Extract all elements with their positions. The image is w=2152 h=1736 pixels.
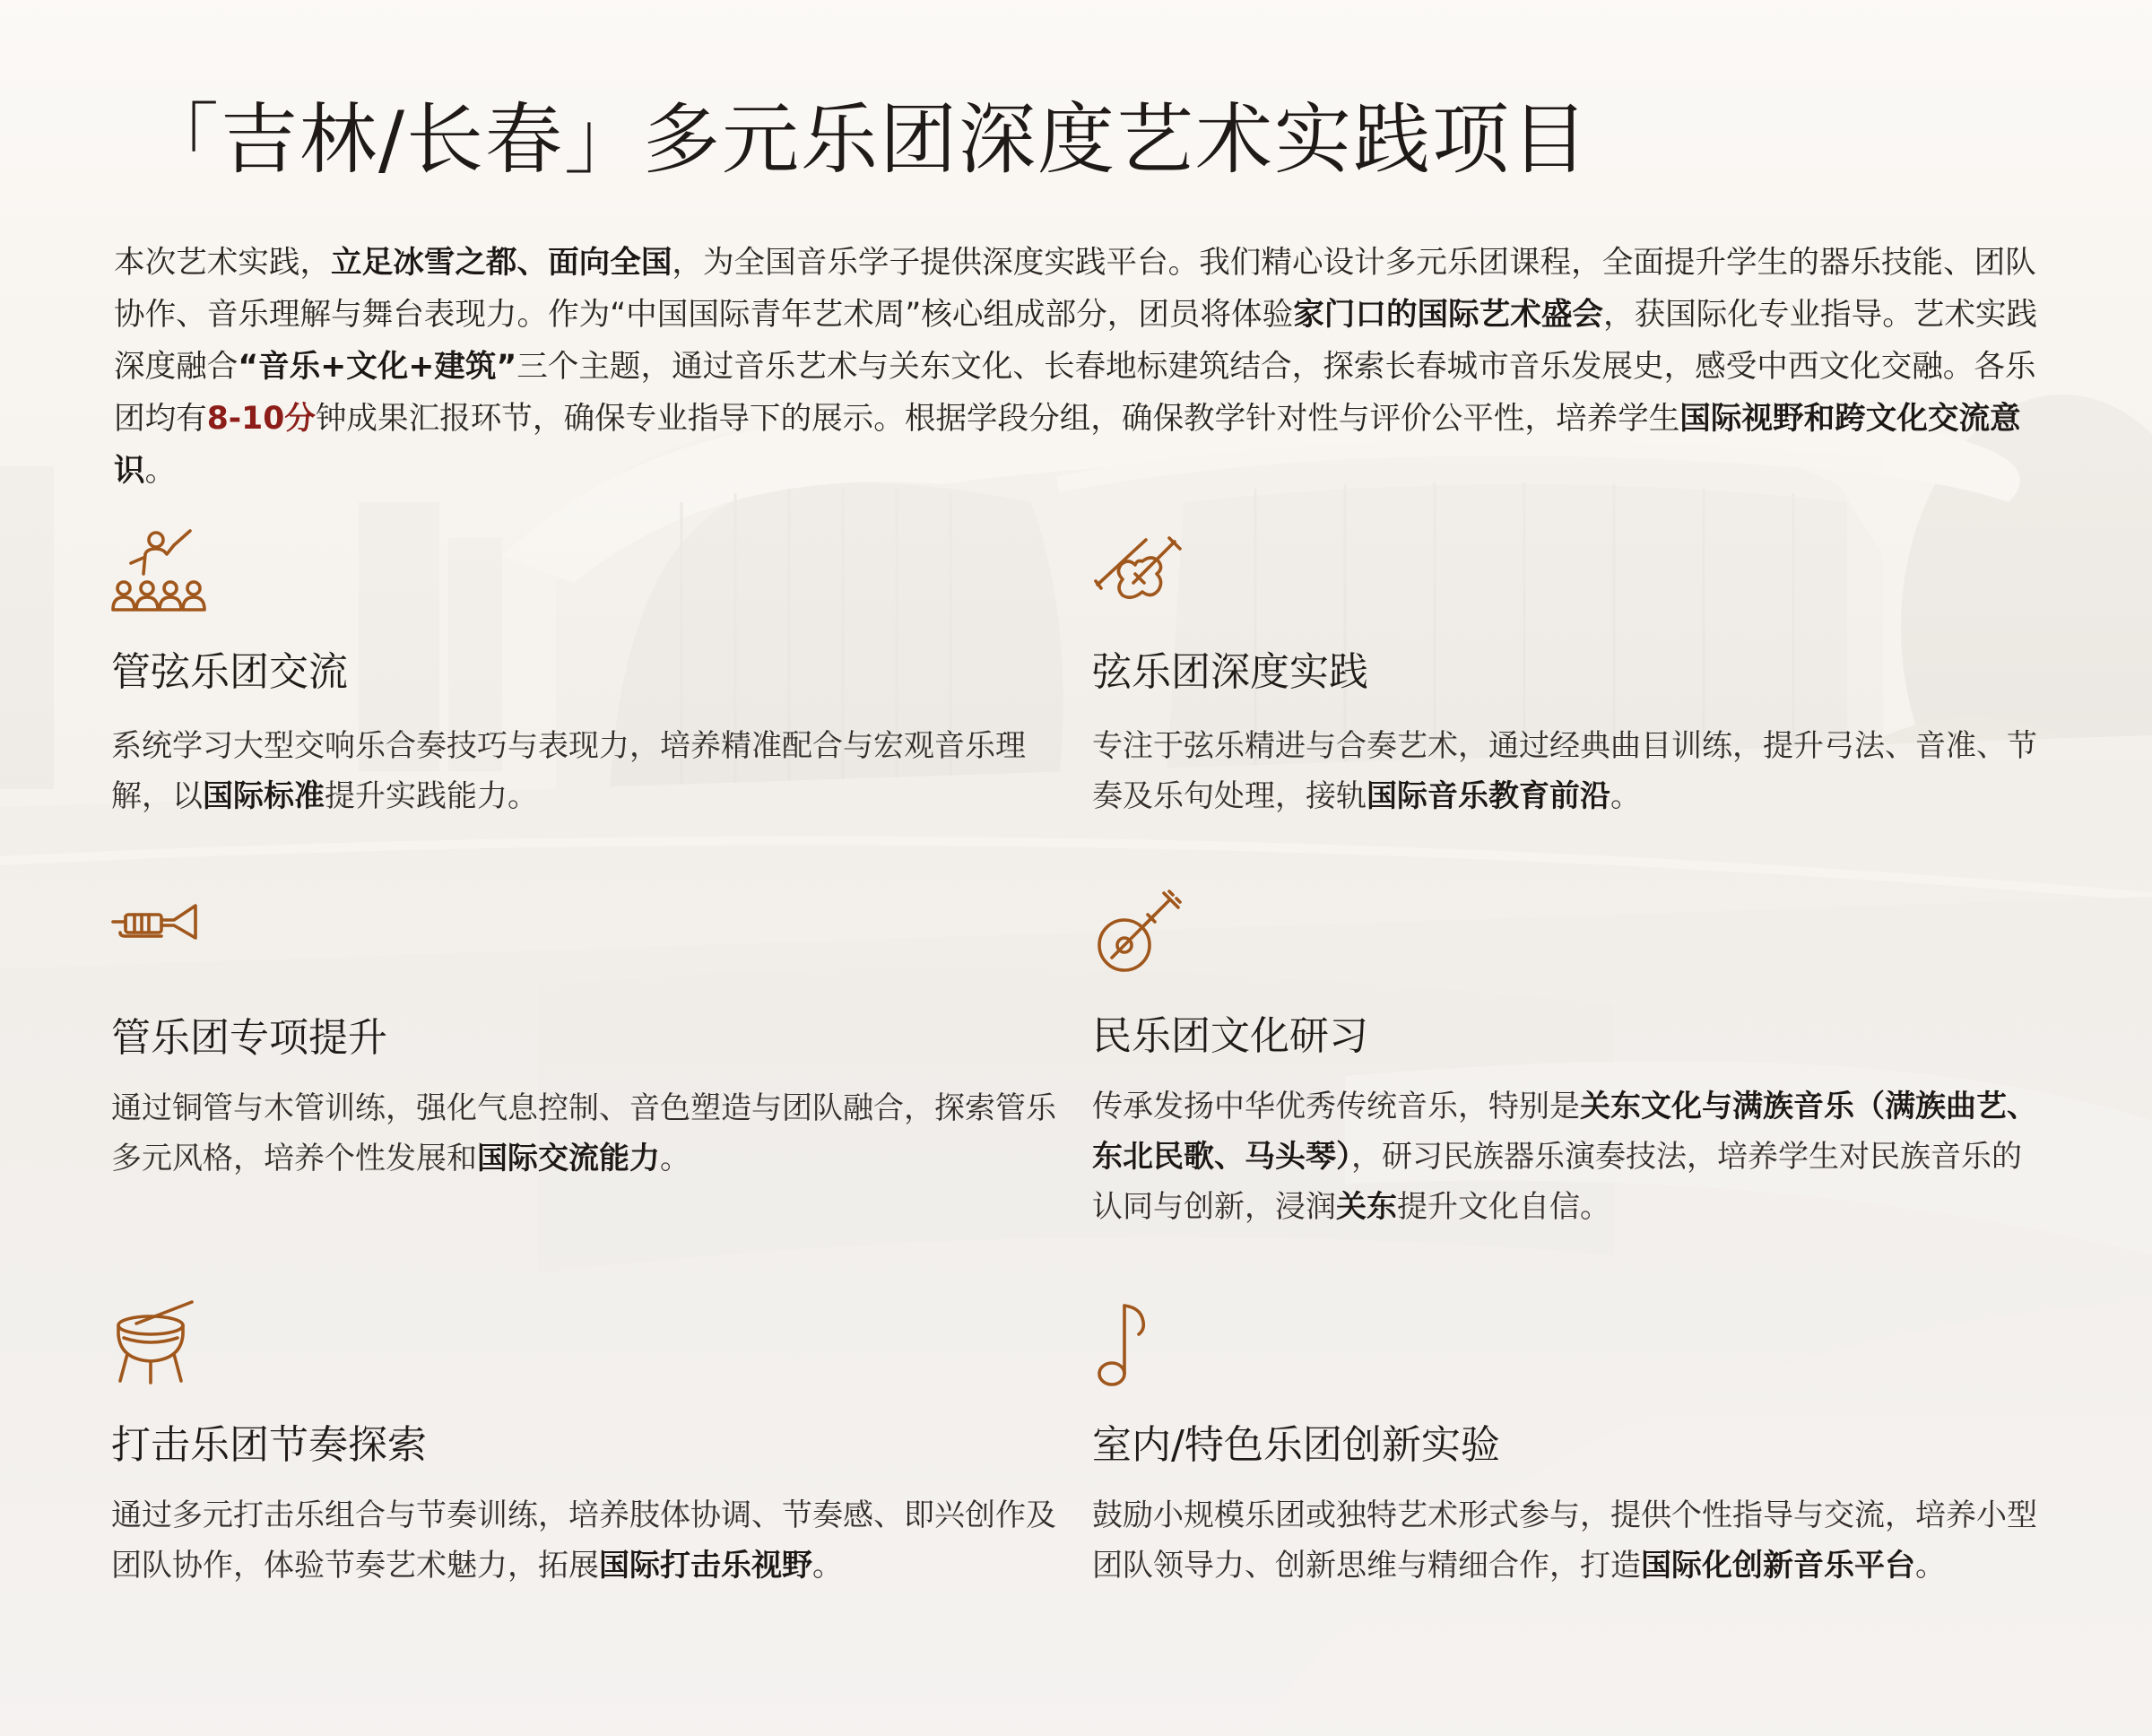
card-text: 系统学习大型交响乐合奏技巧与表现力，培养精准配合与宏观音乐理解，以 bbox=[111, 728, 1026, 814]
pipa-icon bbox=[1092, 888, 1191, 986]
card-description bbox=[111, 1490, 1062, 1591]
intro-bold: “音乐+文化+建筑” bbox=[238, 349, 517, 385]
card-bold: 国际音乐教育前沿 bbox=[1367, 778, 1610, 814]
page-title: 「吉林/长春」多元乐团深度艺术实践项目 bbox=[142, 95, 1590, 185]
intro-text: 钟成果汇报环节，确保专业指导下的展示。根据学段分组，确保教学针对性与评价公平性，培养学生 bbox=[315, 401, 1680, 437]
card-text: 。 bbox=[1610, 778, 1641, 814]
card-text: 。 bbox=[812, 1548, 843, 1584]
card-description bbox=[1092, 721, 2043, 821]
intro-text: 三个主题，通过音乐艺术与关东文化、长春地标建筑结合，探索长春城市音乐发展史，感受中西文化交融。各乐团均有 bbox=[114, 349, 2036, 437]
card-description bbox=[1092, 1081, 2043, 1232]
intro-bold: 国际视野和跨文化交流意识 bbox=[114, 401, 2021, 489]
card-description bbox=[1092, 1490, 2043, 1591]
card-text: 提升实践能力。 bbox=[325, 778, 538, 814]
card-folk bbox=[1092, 888, 2043, 1246]
card-title: 民乐团文化研习 bbox=[1092, 1013, 1368, 1059]
card-text: 专注于弦乐精进与合奏艺术，通过经典曲目训练，提升弓法、音准、节奏及乐句处理，接轨 bbox=[1092, 728, 2037, 814]
card-title: 室内/特色乐团创新实验 bbox=[1092, 1422, 1500, 1468]
card-bold: 关东文化与满族音乐（满族曲艺、东北民歌、马头琴） bbox=[1092, 1089, 2037, 1175]
card-chamber bbox=[1092, 1298, 2043, 1657]
intro-text: ，为全国音乐学子提供深度实践平台。我们精心设计多元乐团课程，全面提升学生的器乐技能、团队协作、音乐理解与舞台表现力。作为“中国国际青年艺术周”核心组成部分，团员将体验 bbox=[114, 245, 2036, 333]
violin-icon bbox=[1092, 531, 1191, 629]
intro-text: ，获国际化专业指导。艺术实践深度融合 bbox=[114, 297, 2038, 385]
intro-bold: 立足冰雪之都、面向全国 bbox=[331, 245, 672, 281]
card-orchestra bbox=[111, 527, 1062, 832]
card-title: 弦乐团深度实践 bbox=[1092, 649, 1368, 695]
card-description bbox=[111, 1083, 1062, 1184]
trumpet-icon bbox=[111, 897, 210, 995]
card-bold: 国际打击乐视野 bbox=[599, 1548, 812, 1584]
card-strings bbox=[1092, 531, 2043, 836]
intro-highlight: 8-10分 bbox=[206, 401, 316, 437]
card-text: 通过多元打击乐组合与节奏训练，培养肢体协调、节奏感、即兴创作及团队协作，体验节奏艺术魅力，拓展 bbox=[111, 1497, 1056, 1584]
card-description bbox=[111, 721, 1062, 821]
card-text: 鼓励小规模乐团或独特艺术形式参与，提供个性指导与交流，培养小型团队领导力、创新思维与精细合作，打造 bbox=[1092, 1497, 2037, 1584]
card-bold: 关东 bbox=[1336, 1189, 1397, 1225]
card-text: ，研习民族器乐演奏技法，培养学生对民族音乐的认同与创新，浸润 bbox=[1092, 1139, 2022, 1225]
intro-bold: 家门口的国际艺术盛会 bbox=[1293, 297, 1603, 333]
card-title: 管弦乐团交流 bbox=[111, 649, 348, 695]
drum-icon bbox=[111, 1298, 210, 1397]
music-note-icon bbox=[1092, 1298, 1191, 1397]
card-text: 。 bbox=[1915, 1548, 1946, 1584]
conductor-icon bbox=[111, 527, 210, 626]
card-text: 通过铜管与木管训练，强化气息控制、音色塑造与团队融合，探索管乐多元风格，培养个性发展和 bbox=[111, 1090, 1056, 1176]
intro-paragraph bbox=[114, 237, 2042, 497]
card-text: 传承发扬中华优秀传统音乐，特别是 bbox=[1092, 1089, 1580, 1124]
card-title: 管乐团专项提升 bbox=[111, 1015, 387, 1061]
card-percussion bbox=[111, 1298, 1062, 1603]
card-title: 打击乐团节奏探索 bbox=[111, 1422, 427, 1468]
card-bold: 国际化创新音乐平台 bbox=[1641, 1548, 1915, 1584]
intro-text: 本次艺术实践， bbox=[114, 245, 332, 281]
card-text: 提升文化自信。 bbox=[1397, 1189, 1610, 1225]
card-bold: 国际交流能力 bbox=[477, 1141, 660, 1176]
intro-text: 。 bbox=[144, 453, 177, 489]
card-text: 。 bbox=[660, 1141, 690, 1176]
card-winds bbox=[111, 897, 1062, 1202]
card-bold: 国际标准 bbox=[203, 778, 325, 814]
